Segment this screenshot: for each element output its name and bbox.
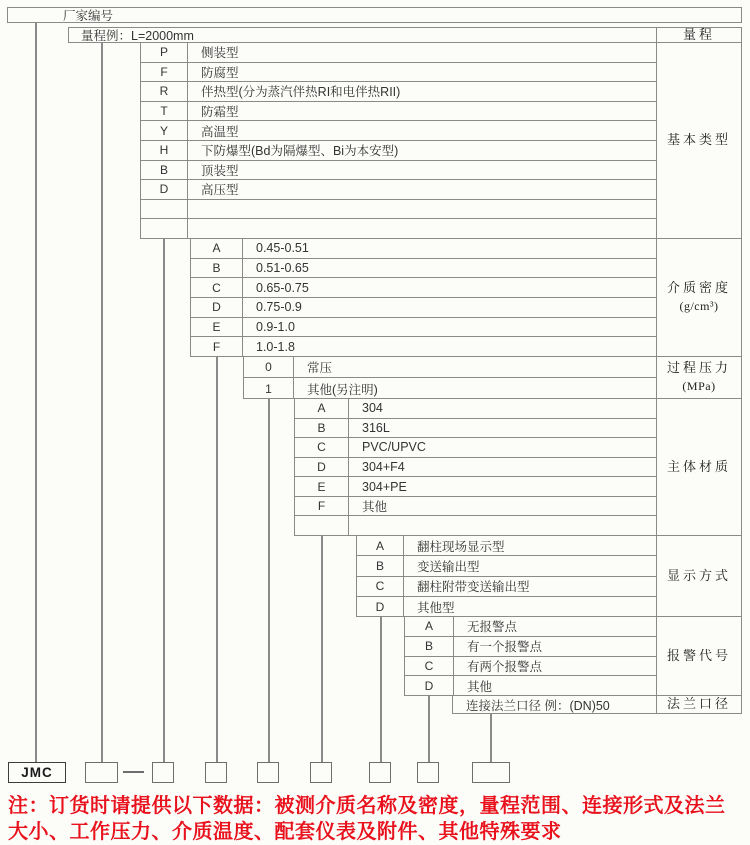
model-code-box-2 bbox=[152, 762, 174, 783]
option-desc: 有一个报警点 bbox=[467, 640, 543, 655]
connector-line bbox=[321, 536, 323, 762]
category-label-display_mode bbox=[657, 536, 742, 617]
category-label-text: 过程压力 bbox=[666, 360, 731, 376]
option-code: T bbox=[141, 102, 188, 121]
option-row bbox=[141, 161, 656, 181]
connector-line bbox=[428, 696, 430, 762]
model-code-box-6 bbox=[369, 762, 391, 783]
connector-line bbox=[216, 357, 218, 762]
option-code: H bbox=[141, 141, 188, 160]
option-code: P bbox=[141, 43, 188, 62]
category-label-flange bbox=[657, 696, 742, 714]
option-code: A bbox=[357, 536, 404, 555]
option-row bbox=[141, 219, 656, 239]
option-desc: 高温型 bbox=[201, 124, 239, 139]
option-desc: 304+PE bbox=[362, 479, 407, 494]
flange-spec-text: 连接法兰口径 例：(DN)50 bbox=[466, 699, 610, 713]
option-desc: 下防爆型(Bd为隔爆型、Bi为本安型) bbox=[201, 144, 399, 159]
connector-line bbox=[268, 399, 270, 762]
section-table-alarm bbox=[404, 617, 657, 696]
option-row bbox=[357, 577, 656, 597]
option-row bbox=[191, 298, 656, 318]
option-code: C bbox=[191, 278, 243, 297]
option-desc: 其他型 bbox=[417, 600, 455, 615]
category-label-basic_type bbox=[657, 43, 742, 239]
option-row bbox=[405, 617, 656, 637]
option-code bbox=[141, 200, 188, 219]
category-label-material bbox=[657, 399, 742, 536]
option-desc: 翻柱现场显示型 bbox=[417, 539, 505, 554]
option-desc bbox=[188, 219, 656, 239]
option-code: B bbox=[405, 637, 454, 656]
option-desc: 变送输出型 bbox=[417, 559, 480, 574]
option-row bbox=[405, 637, 656, 657]
option-row bbox=[141, 180, 656, 200]
option-row bbox=[295, 497, 656, 517]
category-label-unit: (g/cm³) bbox=[679, 299, 719, 314]
option-row bbox=[141, 82, 656, 102]
option-desc: 其他(另注明) bbox=[307, 382, 378, 397]
option-code: D bbox=[191, 298, 243, 317]
option-code: E bbox=[295, 477, 349, 496]
connector-line bbox=[35, 23, 37, 762]
option-desc: 常压 bbox=[307, 361, 333, 375]
option-row bbox=[357, 597, 656, 617]
option-code: B bbox=[357, 556, 404, 575]
section-table-pressure bbox=[243, 357, 657, 399]
option-row bbox=[141, 43, 656, 63]
section-table-density bbox=[190, 239, 657, 357]
option-code bbox=[295, 516, 349, 536]
model-code-box-3 bbox=[205, 762, 227, 783]
option-row bbox=[191, 259, 656, 279]
connector-line bbox=[490, 714, 492, 762]
option-desc: 0.75-0.9 bbox=[256, 300, 302, 315]
option-row bbox=[295, 438, 656, 458]
section-table-basic_type bbox=[140, 43, 657, 239]
option-code: D bbox=[405, 676, 454, 696]
option-desc: 翻柱附带变送输出型 bbox=[417, 580, 530, 595]
option-row bbox=[295, 477, 656, 497]
option-row bbox=[141, 141, 656, 161]
option-code: B bbox=[295, 419, 349, 438]
model-dash bbox=[123, 771, 144, 773]
option-row bbox=[244, 378, 656, 399]
option-row bbox=[405, 657, 656, 677]
option-desc: 其他 bbox=[467, 680, 493, 695]
option-row bbox=[295, 399, 656, 419]
option-code: B bbox=[191, 259, 243, 278]
section-table-material bbox=[294, 399, 657, 536]
option-row bbox=[357, 536, 656, 556]
option-row bbox=[244, 357, 656, 378]
category-label-text: 量程 bbox=[682, 26, 715, 42]
option-row bbox=[357, 556, 656, 576]
category-label-text: 报警代号 bbox=[666, 647, 731, 663]
option-row bbox=[141, 121, 656, 141]
option-code: A bbox=[295, 399, 349, 418]
order-note-line2: 大小、工作压力、介质温度、配套仪表及附件、其他特殊要求 bbox=[8, 821, 562, 843]
option-row bbox=[191, 278, 656, 298]
order-note-line1: 注：订货时请提供以下数据：被测介质名称及密度，量程范围、连接形式及法兰 bbox=[8, 795, 726, 817]
option-row bbox=[295, 516, 656, 536]
category-label-text: 主体材质 bbox=[666, 458, 731, 474]
option-row bbox=[191, 318, 656, 338]
category-label-density bbox=[657, 239, 742, 357]
option-code: 0 bbox=[244, 357, 294, 377]
option-desc: 304+F4 bbox=[362, 459, 405, 474]
option-row bbox=[295, 419, 656, 439]
option-code: F bbox=[295, 497, 349, 516]
model-code-box-5 bbox=[310, 762, 332, 783]
option-desc bbox=[349, 516, 656, 536]
option-code: D bbox=[357, 597, 404, 617]
option-desc: 0.9-1.0 bbox=[256, 319, 295, 334]
connector-line bbox=[380, 617, 382, 762]
category-label-text: 显示方式 bbox=[666, 567, 731, 583]
option-code: C bbox=[357, 577, 404, 596]
order-note bbox=[8, 793, 748, 845]
option-desc: 0.51-0.65 bbox=[256, 260, 309, 275]
manufacturer-code-label: 厂家编号 bbox=[63, 9, 114, 23]
category-label-text: 介质密度 bbox=[666, 280, 731, 296]
category-label-alarm bbox=[657, 617, 742, 696]
option-row bbox=[141, 63, 656, 83]
category-label-text: 基本类型 bbox=[666, 132, 731, 148]
option-code: A bbox=[405, 617, 454, 636]
category-label-unit: (MPa) bbox=[682, 379, 716, 394]
section-table-display_mode bbox=[356, 536, 657, 617]
section-table-flange bbox=[452, 696, 657, 714]
option-code: B bbox=[141, 161, 188, 180]
range-example-text: 量程例：L=2000mm bbox=[81, 29, 194, 43]
option-code: F bbox=[141, 63, 188, 82]
option-desc: 其他 bbox=[362, 500, 388, 515]
range-row bbox=[68, 27, 657, 43]
model-code-box-7 bbox=[417, 762, 439, 783]
option-code bbox=[141, 219, 188, 239]
option-desc: 316L bbox=[362, 420, 390, 435]
option-row bbox=[141, 200, 656, 220]
option-row bbox=[191, 239, 656, 259]
option-row bbox=[295, 458, 656, 478]
option-code: R bbox=[141, 82, 188, 101]
option-code: A bbox=[191, 239, 243, 258]
option-row bbox=[191, 337, 656, 357]
option-row bbox=[405, 676, 656, 696]
connector-line bbox=[101, 43, 103, 762]
option-desc bbox=[188, 200, 656, 219]
option-row bbox=[453, 696, 656, 714]
option-desc: 顶装型 bbox=[201, 163, 239, 178]
option-row bbox=[141, 102, 656, 122]
model-code-box-8 bbox=[472, 762, 510, 783]
option-desc: 防霜型 bbox=[201, 105, 239, 120]
option-code: C bbox=[295, 438, 349, 457]
category-label-pressure bbox=[657, 357, 742, 399]
option-code: E bbox=[191, 318, 243, 337]
option-desc: 高压型 bbox=[201, 183, 239, 198]
model-code-box-1 bbox=[85, 762, 118, 783]
option-desc: 有两个报警点 bbox=[467, 659, 543, 674]
model-code-box-4 bbox=[257, 762, 279, 783]
model-prefix-text: JMC bbox=[21, 765, 53, 780]
manufacturer-code-row bbox=[7, 7, 742, 23]
option-code: D bbox=[141, 180, 188, 199]
option-desc: 侧装型 bbox=[201, 46, 239, 61]
category-label-range bbox=[657, 27, 742, 43]
option-desc: 无报警点 bbox=[467, 620, 518, 635]
category-label-text: 法兰口径 bbox=[666, 696, 731, 712]
option-code: D bbox=[295, 458, 349, 477]
option-code: 1 bbox=[244, 378, 294, 399]
option-desc: PVC/UPVC bbox=[362, 440, 426, 455]
option-desc: 0.65-0.75 bbox=[256, 280, 309, 295]
connector-line bbox=[163, 239, 165, 762]
option-desc: 304 bbox=[362, 401, 383, 416]
option-desc: 防腐型 bbox=[201, 65, 239, 80]
model-prefix-box bbox=[8, 762, 66, 783]
option-desc: 伴热型(分为蒸汽伴热RI和电伴热RII) bbox=[201, 85, 401, 100]
option-code: Y bbox=[141, 121, 188, 140]
option-desc: 0.45-0.51 bbox=[256, 241, 309, 256]
option-code: C bbox=[405, 657, 454, 676]
option-desc: 1.0-1.8 bbox=[256, 340, 295, 355]
option-code: F bbox=[191, 337, 243, 357]
